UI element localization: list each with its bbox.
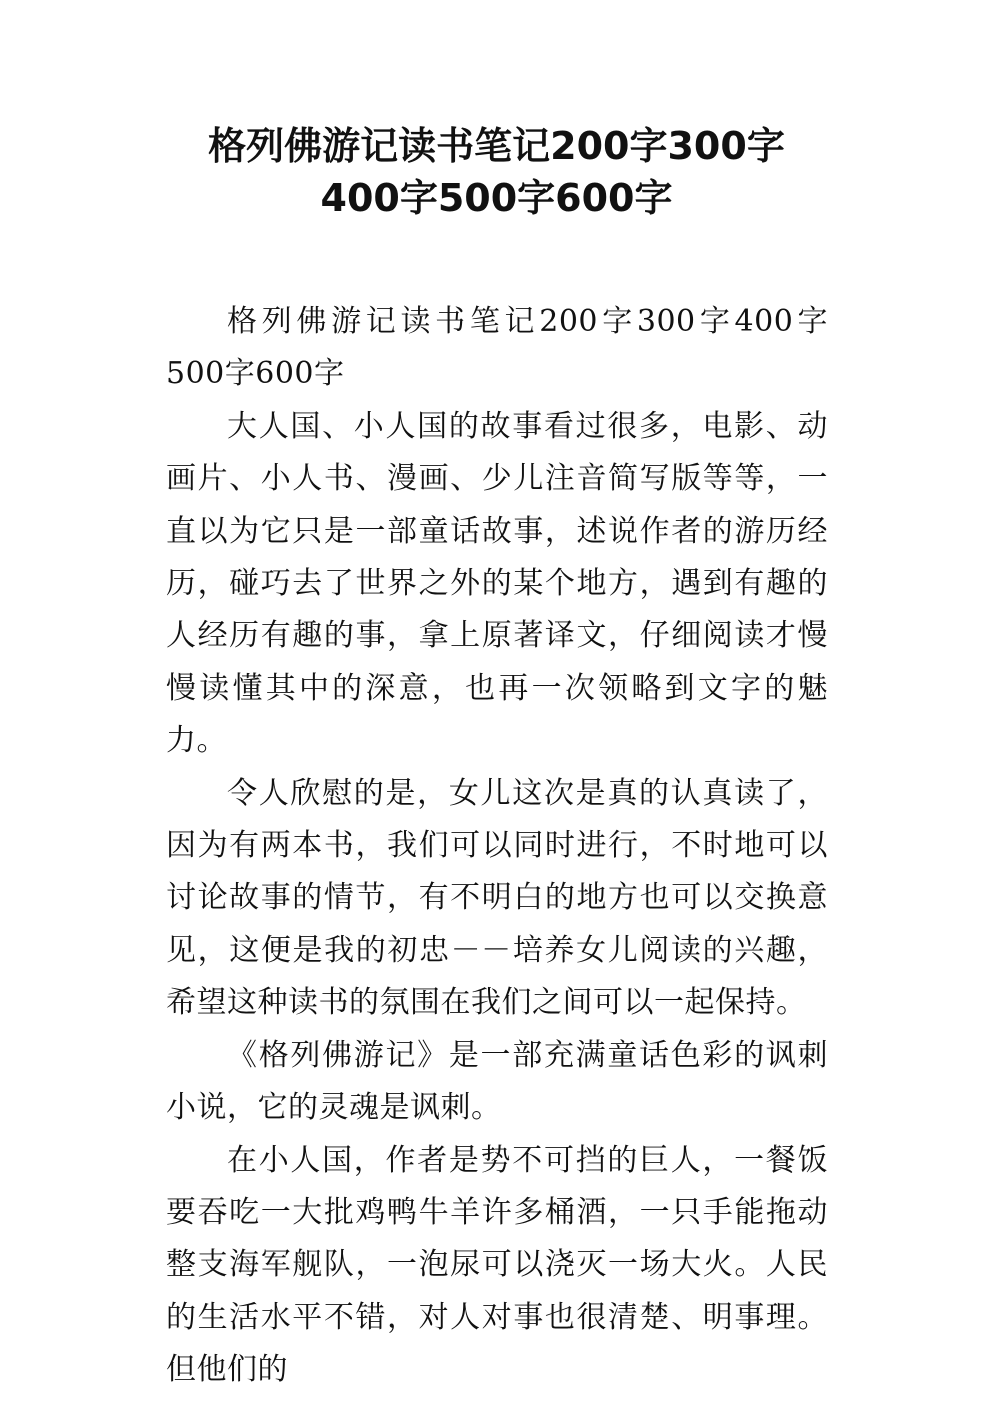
title-line-1: 格列佛游记读书笔记200字300字	[208, 124, 785, 168]
paragraph-subtitle: 格列佛游记读书笔记200字300字400字500字600字	[166, 304, 828, 392]
document-body	[166, 296, 828, 1397]
document-title	[120, 120, 873, 224]
paragraph: 大人国、小人国的故事看过很多，电影、动画片、小人书、漫画、少儿注音简写版等等，一直以为它只是一部童话故事，述说作者的游历经历，碰巧去了世界之外的某个地方，遇到有趣的人经历有趣的事，拿上原著译文，仔细阅读才慢慢读懂其中的深意，也再一次领略到文字的魅力。	[166, 408, 828, 759]
title-line-2: 400字500字600字	[320, 176, 673, 220]
paragraph: 令人欣慰的是，女儿这次是真的认真读了，因为有两本书，我们可以同时进行，不时地可以讨论故事的情节，有不明白的地方也可以交换意见，这便是我的初忠－－培养女儿阅读的兴趣，希望这种读书的氛围在我们之间可以一起保持。	[166, 775, 828, 1021]
paragraph: 《格列佛游记》是一部充满童话色彩的讽刺小说，它的灵魂是讽刺。	[166, 1037, 828, 1126]
paragraph: 在小人国，作者是势不可挡的巨人，一餐饭要吞吃一大批鸡鸭牛羊许多桶酒，一只手能拖动整支海军舰队，一泡尿可以浇灭一场大火。人民的生活水平不错，对人对事也很清楚、明事理。但他们的	[166, 1142, 828, 1388]
